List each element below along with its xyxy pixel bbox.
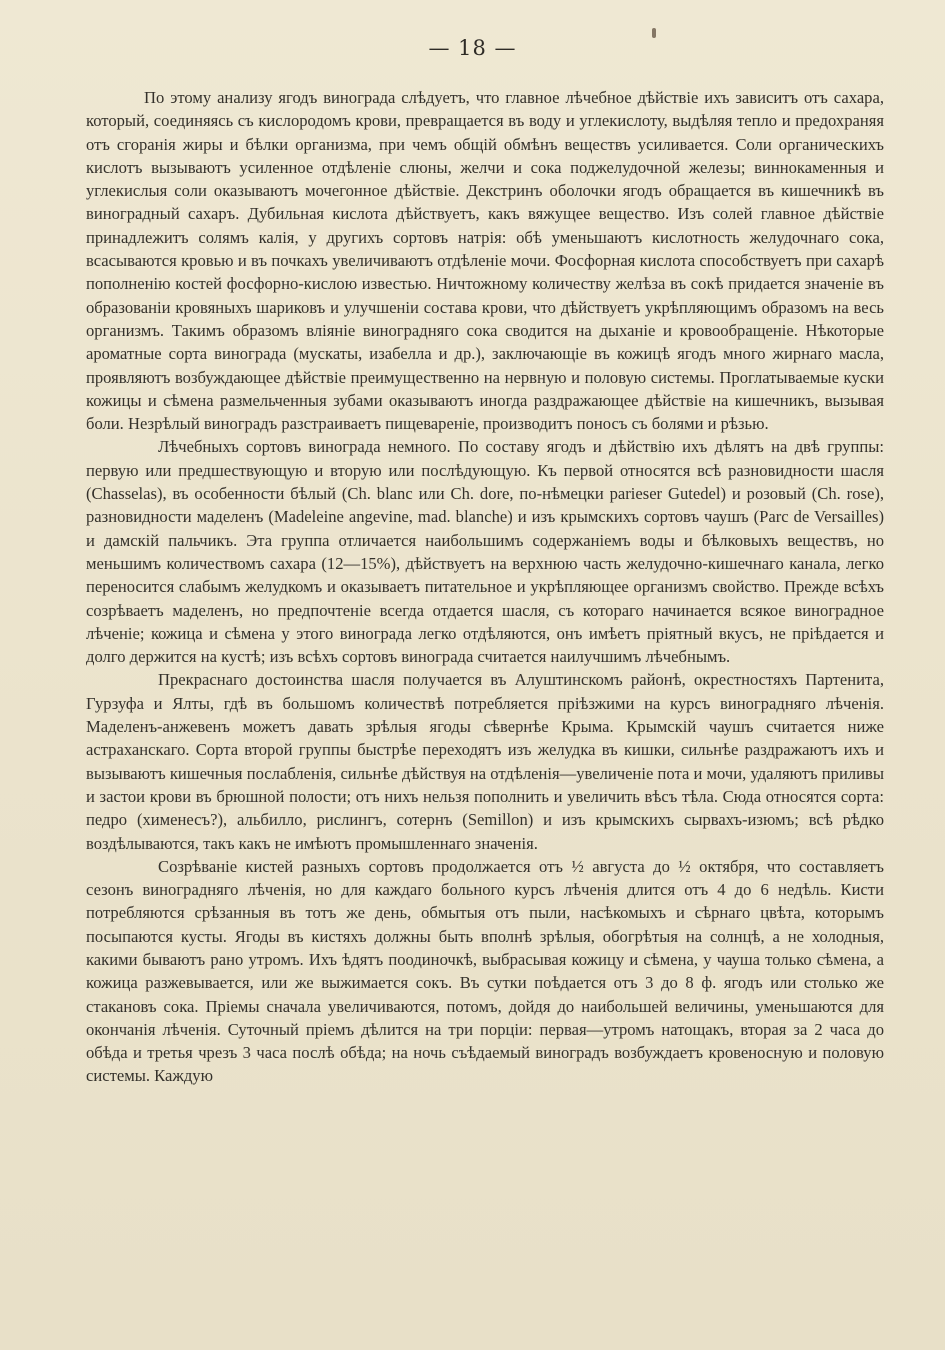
paragraph-4: Созрѣваніе кистей разныхъ сортовъ продолжается отъ ½ августа до ½ октября, что составляетъ сезонъ виноградняго лѣченія, но для каждаго больного курсъ лѣченія длится отъ 4 до 6 недѣль. Кисти потребляются срѣзанныя въ тотъ же день, обмытыя отъ пыли, насѣкомыхъ и сѣрнаго цвѣта, которымъ посыпаются кусты. Ягоды въ кистяхъ должны быть вполнѣ зрѣлыя, обогрѣтыя на солнцѣ, а не холодныя, какими бываютъ рано утромъ. Ихъ ѣдятъ поодиночкѣ, выбрасывая кожицу и сѣмена, у чауша только сѣмена, а кожица разжевывается, или же выжимается сокъ. Въ сутки поѣдается отъ 3 до 8 ф. ягодъ или столько же стакановъ сока. Пріемы сначала увеличиваются, потомъ, дойдя до наибольшей величины, уменьшаются для окончанія лѣченія. Суточный пріемъ дѣлится на три порціи: первая—утромъ натощакъ, вторая за 2 часа до обѣда и третья чрезъ 3 часа послѣ обѣда; на ночь съѣдаемый виноградъ возбуждаетъ кровеносную и половую системы. Каждую	[86, 856, 884, 1086]
paragraph-3: Прекраснаго достоинства шасля получается въ Алуштинскомъ районѣ, окрестностяхъ Партенита, Гурзуфа и Ялты, гдѣ въ большомъ количествѣ потребляется пріѣзжими на курсъ виноградняго лѣченія. Маделенъ-анжевенъ можетъ давать зрѣлыя ягоды сѣвернѣе Крыма. Крымскій чаушъ считается ниже астраханскаго. Сорта второй группы быстрѣе переходятъ изъ желудка въ кишки, сильнѣе раздражаютъ ихъ и вызываютъ кишечныя послабленія, сильнѣе дѣйствуя на отдѣленія—увеличеніе пота и мочи, удаляютъ приливы и застои крови въ брюшной полости; отъ нихъ нельзя пополнить и увеличить вѣсъ тѣла. Сюда относятся сорта: педро (хименесъ?), альбилло, рислингъ, сотернъ (Semillon) и изъ крымскихъ сырвахъ-изюмъ; всѣ рѣдко воздѣлываются, такъ какъ не имѣютъ промышленнаго значенія.	[86, 670, 884, 853]
paragraph-2: Лѣчебныхъ сортовъ винограда немного. По составу ягодъ и дѣйствію ихъ дѣлятъ на двѣ группы: первую или предшествующую и вторую или послѣдующую. Къ первой относятся всѣ разновидности шасля (Chasselas), въ особенности бѣлый (Ch. blanc или Ch. dore, по-нѣмецки parieser Gutedel) и розовый (Ch. rose), разновидности маделенъ (Madeleine angevine, mad. blanche) и изъ крымскихъ сортовъ чаушъ (Parc de Versailles) и дамскій пальчикъ. Эта группа отличается наибольшимъ содержаніемъ воды и бѣлковыхъ веществъ, но меньшимъ количествомъ сахара (12—15%), дѣйствуетъ на верхнюю часть желудочно-кишечнаго канала, легко переносится слабымъ желудкомъ и оказываетъ питательное и укрѣпляющее организмъ свойство. Прежде всѣхъ созрѣваетъ маделенъ, но предпочтеніе всегда отдается шасля, съ котораго начинается всякое виноградное лѣченіе; кожица и сѣмена у этого винограда легко отдѣляются, онъ имѣетъ пріятный вкусъ, не пріѣдается и долго держится на кустѣ; изъ всѣхъ сортовъ винограда считается наилучшимъ лѣчебнымъ.	[86, 437, 884, 667]
body-text	[86, 86, 884, 1088]
paragraph-1: По этому анализу ягодъ винограда слѣдуетъ, что главное лѣчебное дѣйствіе ихъ зависитъ отъ сахара, который, соединяясь съ кислородомъ крови, превращается въ воду и углекислоту, выдѣляя тепло и предохраняя отъ сгоранія жиры и бѣлки организма, при чемъ общій обмѣнъ веществъ усиливается. Соли органическихъ кислотъ вызываютъ усиленное отдѣленіе слюны, желчи и сока поджелудочной железы; виннокаменныя и углекислыя соли оказываютъ мочегонное дѣйствіе. Декстринъ оболочки ягодъ обращается въ кишечникѣ въ виноградный сахаръ. Дубильная кислота дѣйствуетъ, какъ вяжущее вещество. Изъ солей главное дѣйствіе принадлежитъ солямъ калія, у другихъ сортовъ натрія: обѣ уменьшаютъ кислотность желудочнаго сока, всасываются кровью и въ почкахъ увеличиваютъ отдѣленіе мочи. Фосфорная кислота способствуетъ при сахарѣ пополненію костей фосфорно-кислою известью. Ничтожному количеству желѣза въ сокѣ придается значеніе въ образованіи кровяныхъ шариковъ и улучшеніи состава крови, что дѣйствуетъ укрѣпляющимъ образомъ на весь организмъ. Такимъ образомъ вліяніе виноградняго сока сводится на дыханіе и кровообращеніе. Нѣкоторые ароматные сорта винограда (мускаты, изабелла и др.), заключающіе въ кожицѣ ягодъ много жирнаго масла, проявляютъ возбуждающее дѣйствіе преимущественно на нервную и половую системы. Проглатываемые куски кожицы и сѣмена размельченныя зубами оказываютъ иногда раздражающее дѣйствіе на кишечникъ, вызывая боли. Незрѣлый виноградъ разстраиваетъ пищевареніе, производитъ поносъ съ болями и рѣзью.	[86, 88, 884, 434]
page-number: — 18 —	[428, 36, 517, 60]
